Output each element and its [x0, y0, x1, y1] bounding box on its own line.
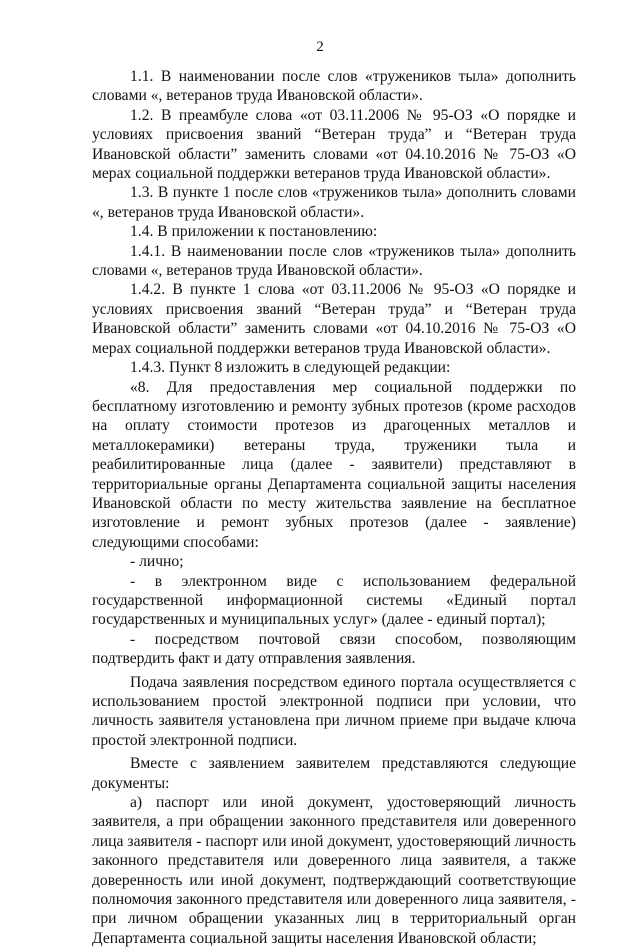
list-item-postal: - посредством почтовой связи способом, позволяющим подтвердить факт и дату отправления заявления.: [92, 630, 576, 668]
paragraph-1-1: 1.1. В наименовании после слов «тружеников тыла» дополнить словами «, ветеранов труда Ивановской области».: [92, 68, 576, 105]
paragraph-document-a: а) паспорт или иной документ, удостоверяющий личность заявителя, а при обращении законного представителя или доверенного лица заявителя - паспорт или иной документ, удостоверяющий личность законного представителя или доверенного лица заявителя, а также доверенность или иной документ, подтверждающий соответствующие полномочия законного представителя или доверенного лица заявителя, - при личном обращении указанных лиц в территориальный орган Департамента социальной защиты населения Ивановской области;: [92, 794, 576, 947]
list-item-in-person: - лично;: [130, 553, 184, 571]
paragraph-portal-submission: Подача заявления посредством единого портала осуществляется с использованием простой электронной подписи при условии, что личность заявителя установлена при личном приеме при выдаче ключа простой электронной подписи.: [92, 673, 576, 749]
paragraph-item-8: «8. Для предоставления мер социальной поддержки по бесплатному изготовлению и ремонту зубных протезов (кроме расходов на оплату стоимости протезов из драгоценных металлов и металлокерамики) ветераны труда, труженики тыла и реабилитированные лица (далее - заявители) представляют в территориальные органы Департамента социальной защиты населения Ивановской области по месту жительства заявление на бесплатное изготовление и ремонт зубных протезов (далее - заявление) следующими способами:: [92, 378, 576, 551]
paragraph-1-4-2: 1.4.2. В пункте 1 слова «от 03.11.2006 № 95-ОЗ «О порядке и условиях присвоения званий “Ветеран труда” и “Ветеран труда Ивановской области” заменить словами «от 04.10.2016 № 75-ОЗ «О мерах социальной поддержки ветеранов труда Ивановской области».: [92, 281, 576, 357]
document-body: [92, 67, 576, 948]
paragraph-1-2: 1.2. В преамбуле слова «от 03.11.2006 № 95-ОЗ «О порядке и условиях присвоения званий “Ветеран труда” и “Ветеран труда Ивановской области” заменить словами «от 04.10.2016 № 75-ОЗ «О мерах социальной поддержки ветеранов труда Ивановской области».: [92, 106, 576, 183]
paragraph-1-4: 1.4. В приложении к постановлению:: [130, 223, 378, 241]
list-item-electronic: - в электронном виде с использованием федеральной государственной информационной системы «Единый портал государственных и муниципальных услуг» (далее - единый портал);: [92, 572, 576, 629]
page-number: 2: [316, 39, 324, 55]
paragraph-1-4-1: 1.4.1. В наименовании после слов «тружеников тыла» дополнить словами «, ветеранов труда Ивановской области».: [92, 242, 576, 280]
paragraph-1-4-3: 1.4.3. Пункт 8 изложить в следующей редакции:: [130, 359, 451, 377]
paragraph-1-3: 1.3. В пункте 1 после слов «тружеников тыла» дополнить словами «, ветеранов труда Ивановской области».: [92, 184, 576, 221]
paragraph-documents-intro: Вместе с заявлением заявителем представляются следующие документы:: [92, 755, 576, 792]
